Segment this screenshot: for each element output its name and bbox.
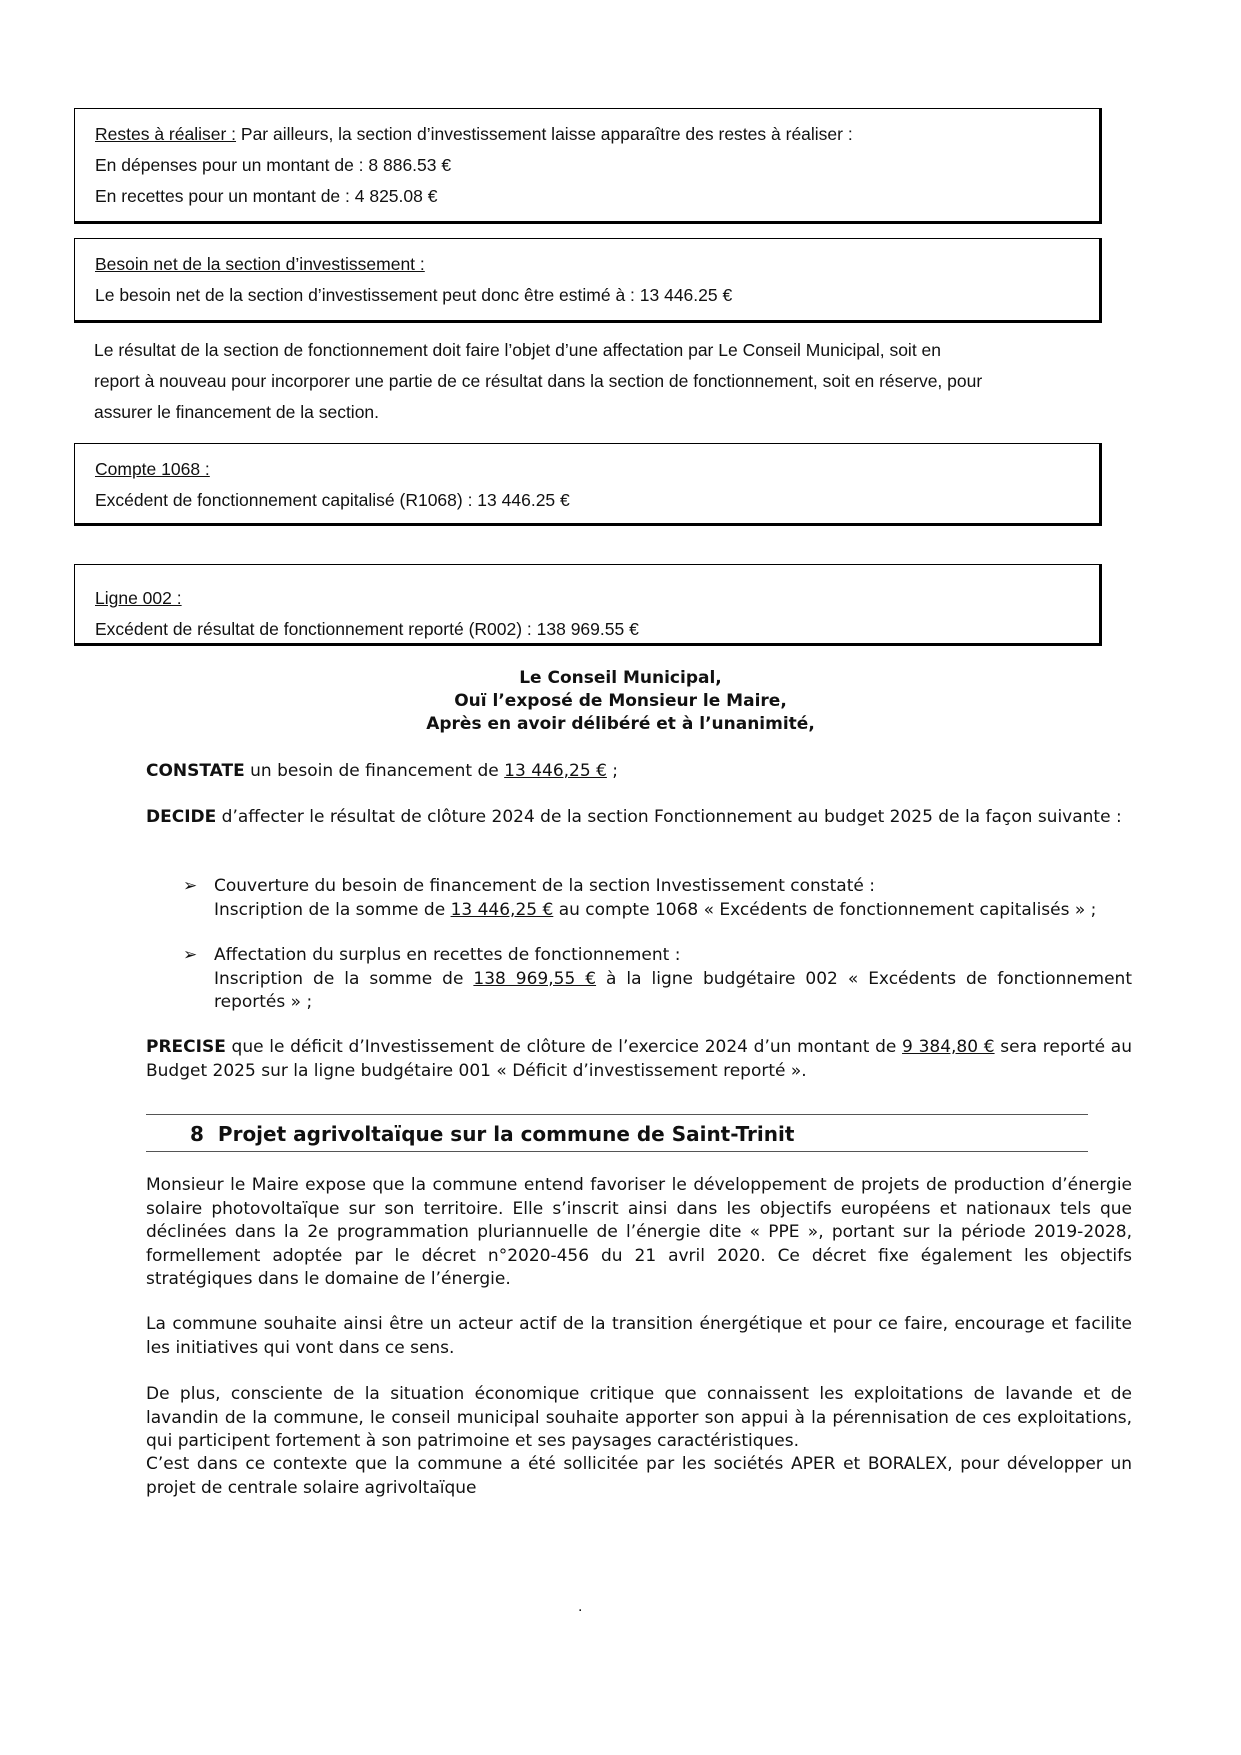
affectation-line-2: report à nouveau pour incorporer une partie de ce résultat dans la section de fonctionnement, soit en réserve, pour [94, 371, 983, 391]
bullet-1-post: au compte 1068 « Excédents de fonctionnement capitalisés » ; [553, 899, 1097, 920]
section-8-top-rule [146, 1114, 1088, 1115]
affectation-line-3: assurer le financement de la section. [94, 402, 380, 422]
precise-paragraph [146, 1036, 1132, 1083]
precise-keyword: PRECISE [146, 1037, 226, 1057]
footer-mark: . [578, 1598, 583, 1615]
compte-line: Excédent de fonctionnement capitalisé (R1068) : 13 446.25 € [95, 490, 570, 510]
bullet-2-line-1: Affectation du surplus en recettes de fonctionnement : [214, 945, 681, 965]
decide-keyword: DECIDE [146, 807, 217, 827]
besoin-line: Le besoin net de la section d’investissement peut donc être estimé à : 13 446.25 € [95, 285, 733, 305]
constate-keyword: CONSTATE [146, 761, 245, 781]
bullet-1 [214, 875, 1132, 922]
besoin-title: Besoin net de la section d’investissement : [95, 254, 425, 274]
bullet-2 [214, 944, 1132, 1015]
bullet-1-line-1: Couverture du besoin de financement de la section Investissement constaté : [214, 876, 875, 896]
section-8-paragraph-2: La commune souhaite ainsi être un acteur actif de la transition énergétique et pour ce faire, encourage et facilite les initiatives qui vont dans ce sens. [146, 1314, 1132, 1358]
bullet-2-line-2 [214, 968, 1132, 1015]
bullet-1-amount: 13 446,25 € [450, 899, 554, 920]
bullet-1-arrow-icon: ➢ [183, 876, 198, 896]
section-8-paragraph-1: Monsieur le Maire expose que la commune entend favoriser le développement de projets de production d’énergie solaire photovoltaïque sur son territoire. Elle s’inscrit ainsi dans les objectifs européens et nationaux tels que déclinées dans la 2e programmation pluriannuelle de l’énergie dite « PPE », portant sur la période 2019-2028, formellement adoptée par le décret n°2020-456 du 21 avril 2020. Ce décret fixe également les objectifs stratégiques dans le domaine de l’énergie. [146, 1175, 1132, 1289]
compte-title: Compte 1068 : [95, 459, 210, 479]
decide-text: d’affecter le résultat de clôture 2024 de la section Fonctionnement au budget 2025 de la façon suivante : [216, 807, 1122, 827]
section-8-bottom-rule [146, 1151, 1088, 1152]
section-8-number: 8 [190, 1122, 204, 1146]
deliberation-header-2: Ouï l’exposé de Monsieur le Maire, [454, 691, 787, 711]
constate-paragraph [146, 760, 1132, 784]
bullet-2-amount: 138 969,55 € [473, 968, 597, 989]
constate-end: ; [606, 761, 619, 781]
ligne-line: Excédent de résultat de fonctionnement reporté (R002) : 138 969.55 € [95, 619, 639, 639]
besoin-box [74, 238, 1102, 323]
section-8-title: Projet agrivoltaïque sur la commune de Saint-Trinit [217, 1122, 795, 1146]
precise-pre: que le déficit d’Investissement de clôture de l’exercice 2024 d’un montant de [225, 1037, 903, 1057]
bullet-1-pre: Inscription de la somme de [214, 899, 451, 920]
bullet-2-post: à la ligne budgétaire 002 « Excédents de fonctionnement reportés » ; [214, 968, 1132, 1012]
deliberation-header-3: Après en avoir délibéré et à l’unanimité, [426, 714, 815, 734]
deliberation-header-1: Le Conseil Municipal, [519, 668, 722, 688]
precise-post: sera reporté au Budget 2025 sur la ligne budgétaire 001 « Déficit d’investissement reporté ». [146, 1037, 1132, 1081]
constate-text: un besoin de financement de [244, 761, 505, 781]
bullet-2-pre: Inscription de la somme de [214, 968, 474, 989]
constate-amount: 13 446,25 € [504, 761, 607, 781]
restes-box [74, 108, 1102, 224]
section-8-heading [190, 1122, 794, 1146]
ligne-title: Ligne 002 : [95, 588, 182, 608]
ligne-box [74, 564, 1102, 646]
section-8-paragraph-4: C’est dans ce contexte que la commune a été sollicitée par les sociétés APER et BORALEX, pour développer un projet de centrale solaire agrivoltaïque [146, 1454, 1132, 1498]
restes-recettes: En recettes pour un montant de : 4 825.08 € [95, 186, 438, 206]
affectation-paragraph [94, 335, 1114, 428]
precise-amount: 9 384,80 € [902, 1037, 995, 1057]
bullet-1-line-2 [214, 899, 1132, 923]
restes-intro: Par ailleurs, la section d’investissement laisse apparaître des restes à réaliser : [240, 124, 853, 144]
restes-depenses: En dépenses pour un montant de : 8 886.53 € [95, 155, 452, 175]
bullet-2-arrow-icon: ➢ [183, 945, 198, 965]
section-8-paragraph-3: De plus, consciente de la situation économique critique que connaissent les exploitations de lavande et de lavandin de la commune, le conseil municipal souhaite apporter son appui à la pérennisation de ces exploitations, qui participent fortement à son patrimoine et ses paysages caractéristiques. [146, 1384, 1132, 1451]
compte-box [74, 443, 1102, 526]
restes-intro-line [95, 119, 1079, 150]
decide-paragraph [146, 806, 1132, 830]
affectation-line-1: Le résultat de la section de fonctionnement doit faire l’objet d’une affectation par Le Conseil Municipal, soit en [94, 340, 942, 360]
restes-title: Restes à réaliser : [95, 124, 237, 144]
